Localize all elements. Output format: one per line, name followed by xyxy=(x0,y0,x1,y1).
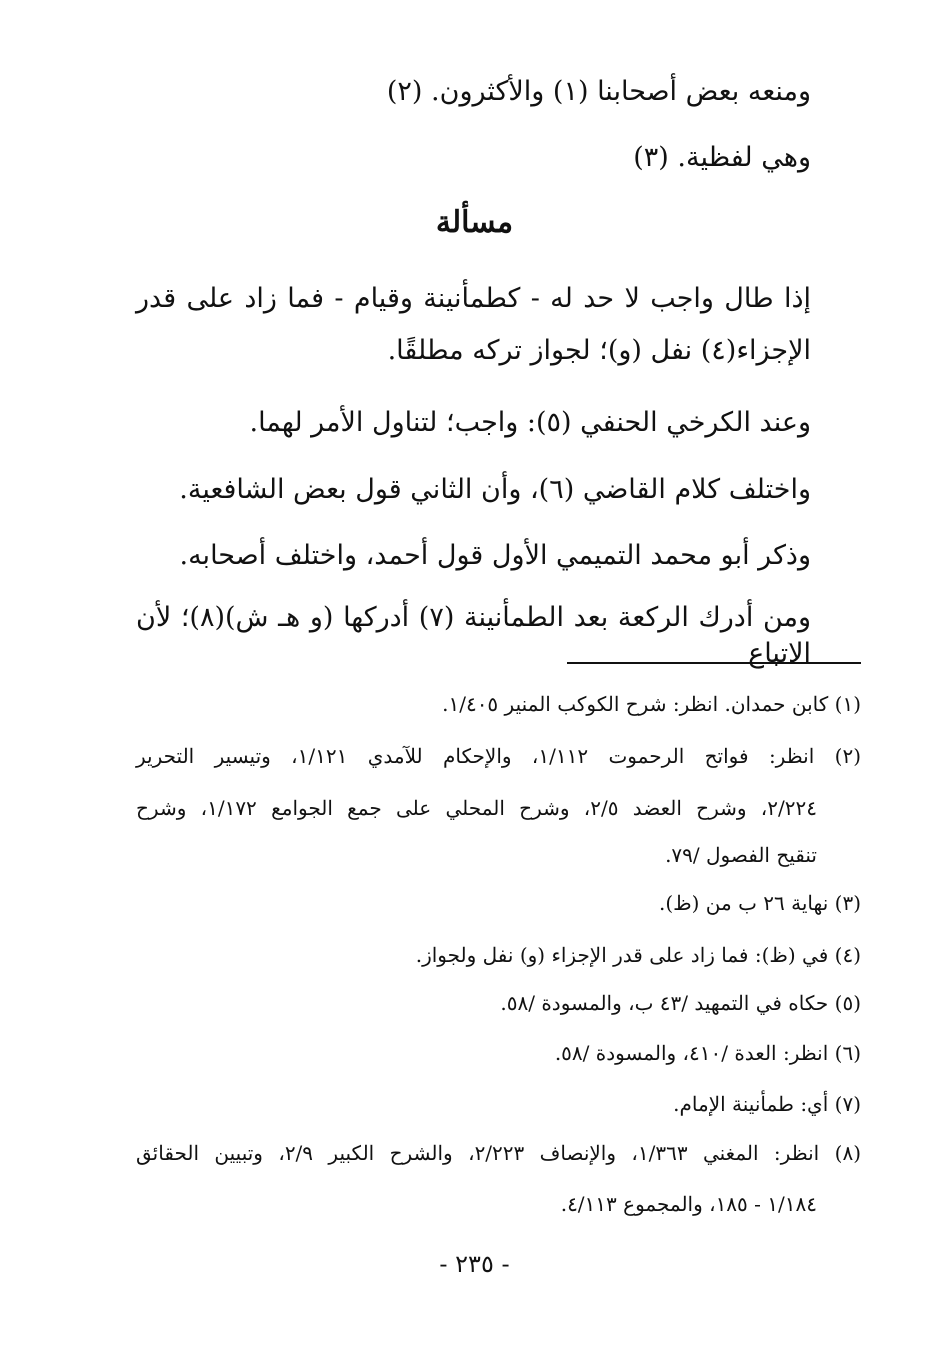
footnote-7: (٧) أي: طمأنينة الإمام. xyxy=(673,1092,861,1116)
footnote-2-line-1: (٢) انظر: فواتح الرحموت ١/١١٢، والإحكام للآمدي ١/١٢١، وتيسير التحرير xyxy=(136,744,861,768)
footnote-5: (٥) حكاه في التمهيد /٤٣ ب، والمسودة /٥٨. xyxy=(500,991,861,1015)
body-line-4: الإجزاء(٤) نفل (و)؛ لجواز تركه مطلقًا. xyxy=(387,335,811,366)
body-line-8: ومن أدرك الركعة بعد الطمأنينة (٧) أدركها (و هـ ش)(٨)؛ لأن الاتباع xyxy=(136,602,811,669)
footnote-1: (١) كابن حمدان. انظر: شرح الكوكب المنير ١/٤٠٥. xyxy=(442,692,861,716)
body-line-7: وذكر أبو محمد التميمي الأول قول أحمد، واختلف أصحابه. xyxy=(179,540,811,571)
footnote-2-line-2: ٢/٢٢٤، وشرح العضد ٢/٥، وشرح المحلي على جمع الجوامع ١/١٧٢، وشرح xyxy=(136,796,817,820)
page-number: - ٢٣٥ - xyxy=(439,1250,510,1278)
section-heading: مسألة xyxy=(435,205,514,240)
footnote-2-line-3: تنقيح الفصول /٧٩. xyxy=(665,843,817,867)
body-line-3: إذا طال واجب لا حد له - كطمأنينة وقيام - فما زاد على قدر xyxy=(136,283,811,314)
body-line-2: وهي لفظية. (٣) xyxy=(633,142,811,173)
footnote-8-line-2: ١/١٨٤ - ١٨٥، والمجموع ٤/١١٣. xyxy=(560,1192,817,1216)
footnote-separator xyxy=(567,662,861,664)
footnote-4: (٤) في (ظ): فما زاد على قدر الإجزاء (و) نفل ولجواز. xyxy=(415,943,861,967)
body-line-6: واختلف كلام القاضي (٦)، وأن الثاني قول بعض الشافعية. xyxy=(179,474,811,505)
footnote-8-line-1: (٨) انظر: المغني ١/٣٦٣، والإنصاف ٢/٢٢٣، والشرح الكبير ٢/٩، وتبيين الحقائق xyxy=(136,1141,861,1165)
footnote-6: (٦) انظر: العدة /٤١٠، والمسودة /٥٨. xyxy=(554,1041,861,1065)
body-line-1: ومنعه بعض أصحابنا (١) والأكثرون. (٢) xyxy=(386,76,811,107)
body-line-5: وعند الكرخي الحنفي (٥): واجب؛ لتناول الأمر لهما. xyxy=(249,407,811,438)
footnote-3: (٣) نهاية ٢٦ ب من (ظ). xyxy=(658,891,861,915)
